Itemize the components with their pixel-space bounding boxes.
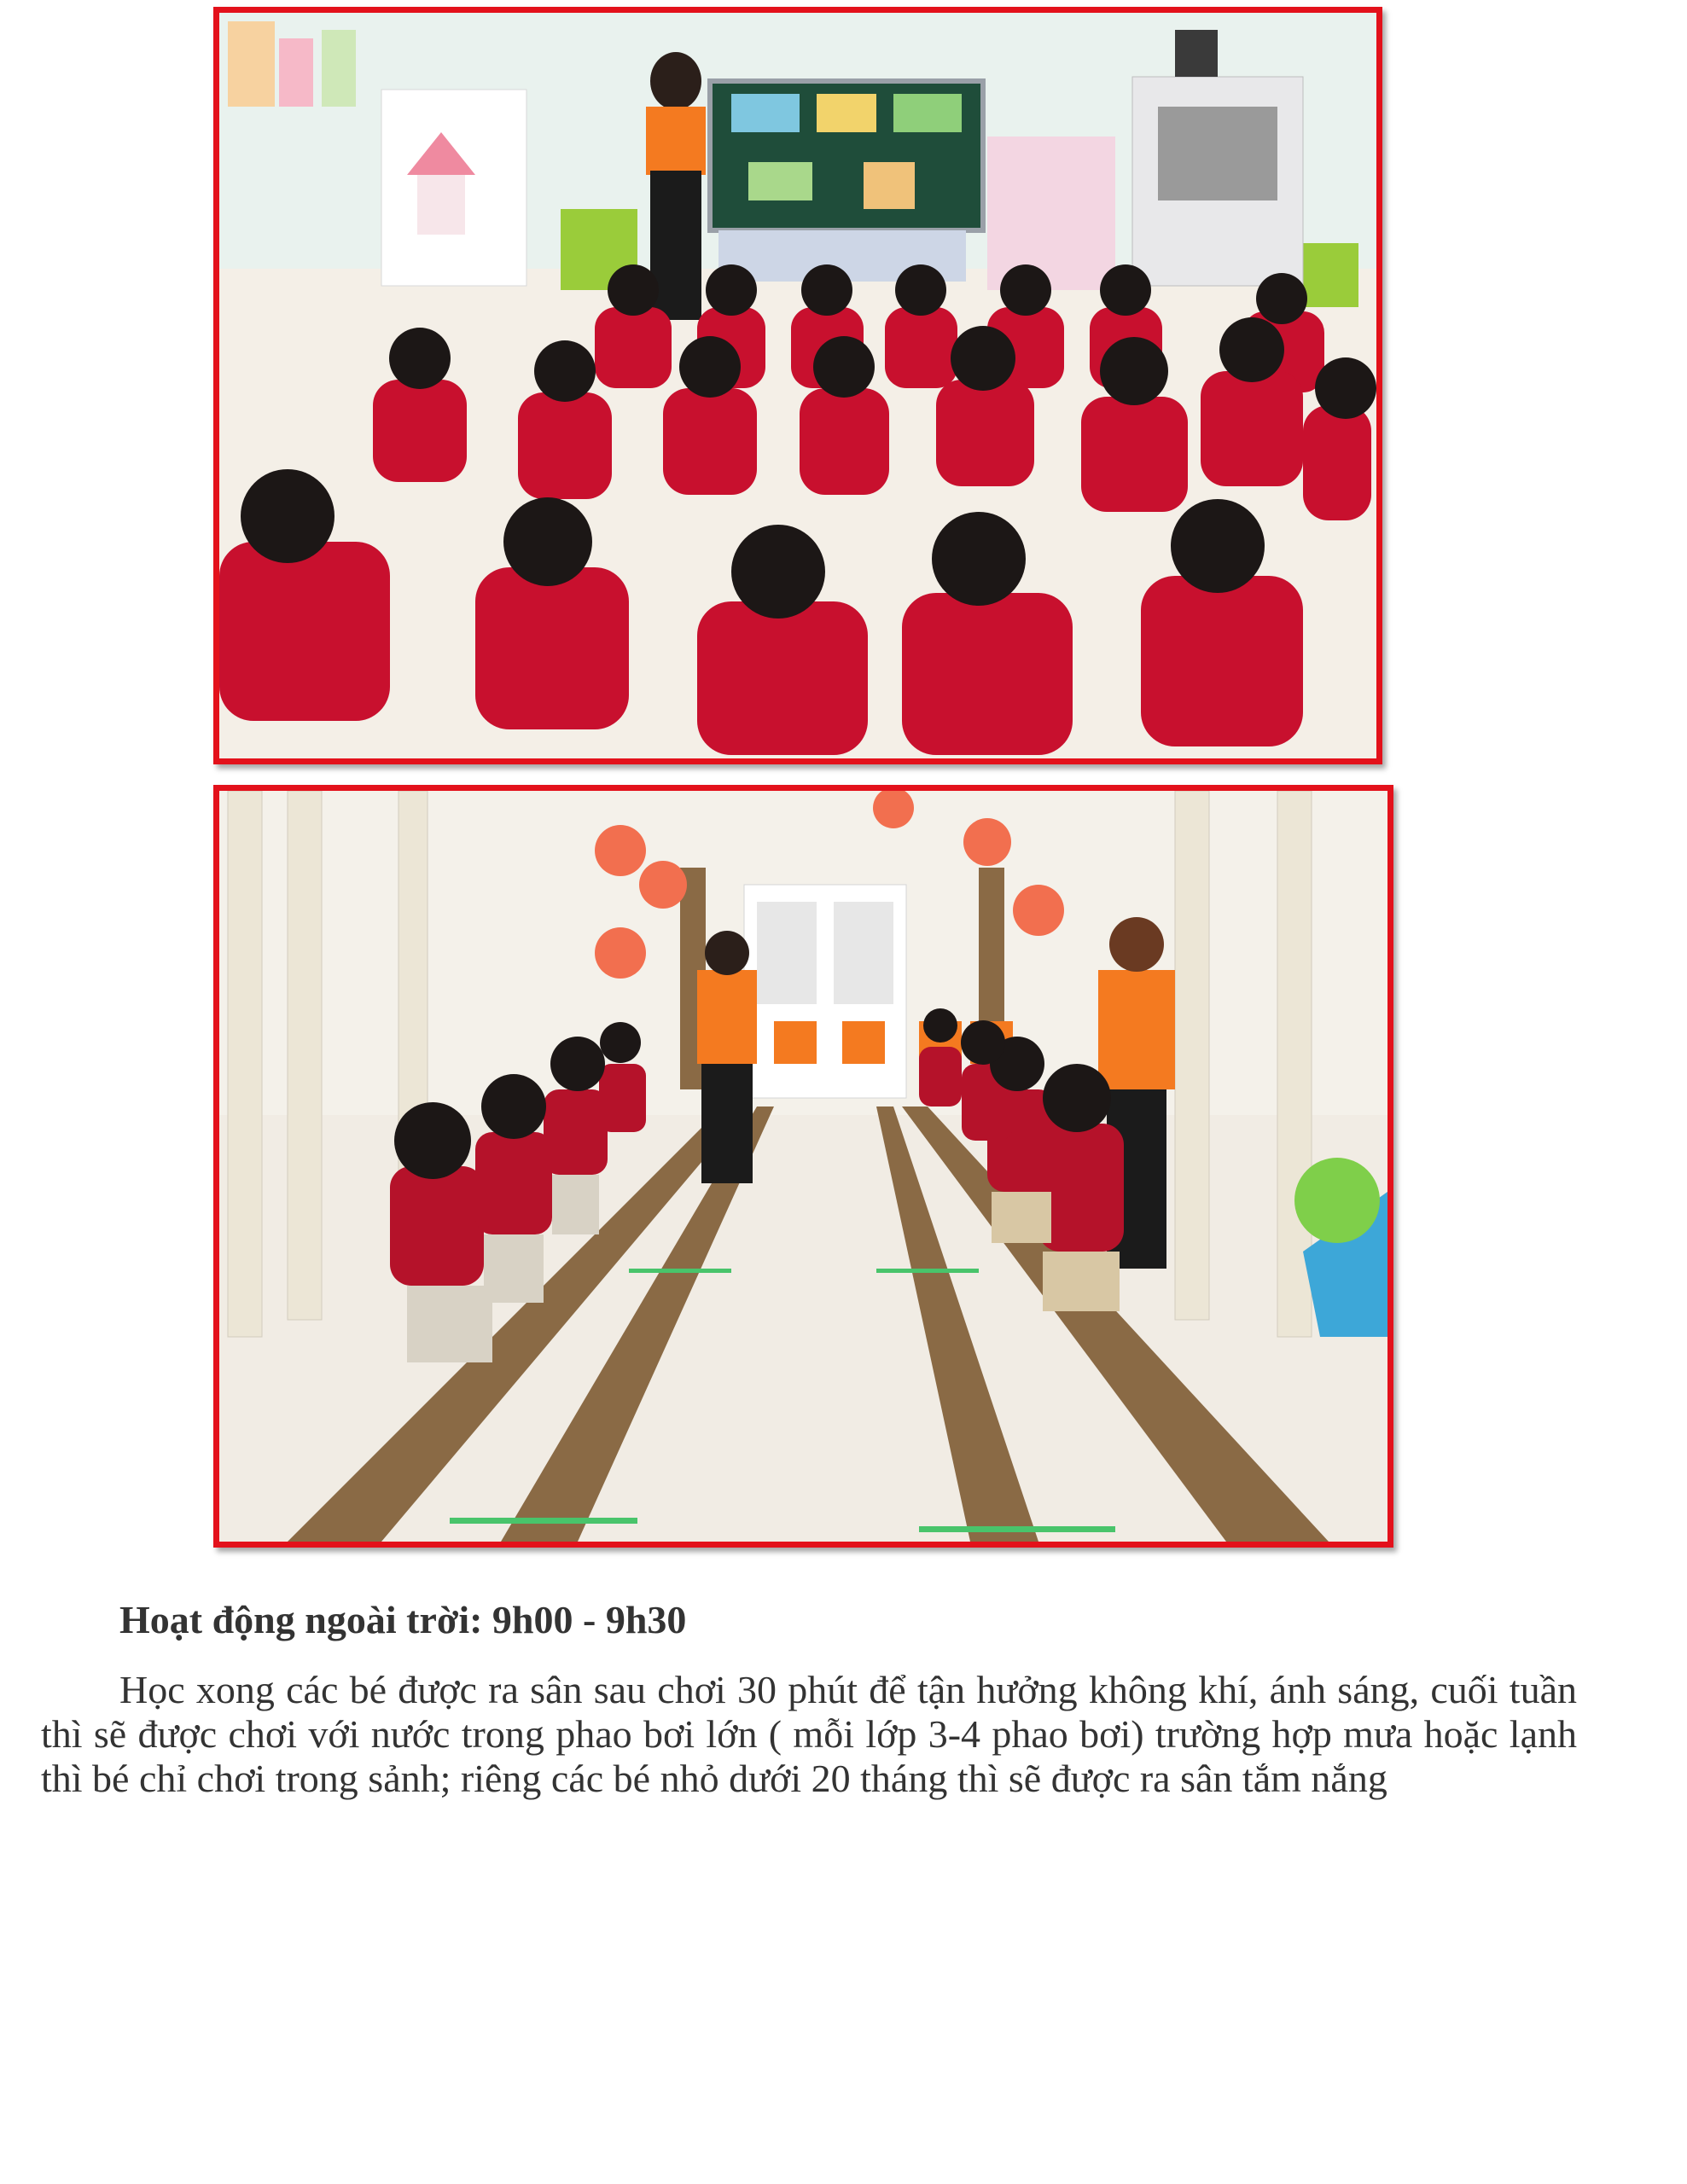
hallway-scene (219, 791, 1387, 1542)
hallway-exercise-photo (213, 785, 1393, 1548)
classroom-lesson-photo (213, 7, 1382, 764)
classroom-scene (219, 13, 1376, 758)
section-heading: Hoạt động ngoài trời: 9h00 - 9h30 (119, 1598, 687, 1641)
section-paragraph: Học xong các bé được ra sân sau chơi 30 phút để tận hưởng không khí, ánh sáng, cuối tuần thì sẽ được chơi với nước trong phao bơi lớn ( mỗi lớp 3-4 phao bơi) trường hợp mưa hoặc lạnh thì bé chỉ chơi trong sảnh; riêng các bé nhỏ dưới 20 tháng thì sẽ được ra sân tắm nắng (41, 1668, 1577, 1800)
